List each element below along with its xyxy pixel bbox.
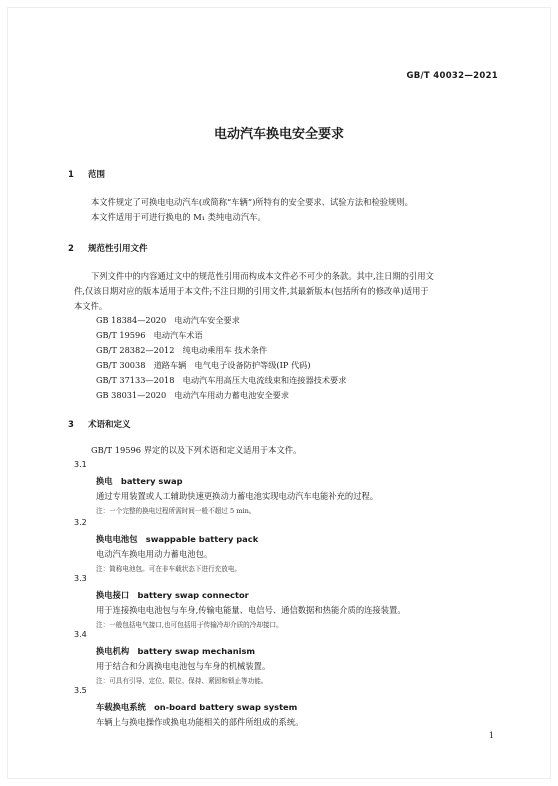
- term-note: 注：简称电池包。可在非车载状态下进行充放电。: [96, 565, 242, 573]
- term-note: 注：一个完整的换电过程所需时间一般不超过 5 min。: [96, 507, 256, 515]
- section-title: 规范性引用文件: [88, 244, 148, 254]
- reference-item: GB/T 19596 电动汽车术语: [96, 330, 203, 340]
- document-title: 电动汽车换电安全要求: [213, 127, 344, 142]
- term-definition: 车辆上与换电操作或换电功能相关的部件所组成的系统。: [96, 717, 304, 727]
- term-number: 3.1: [74, 460, 87, 469]
- normative-intro-line-1: 下列文件中的内容通过文中的规范性引用而构成本文件必不可少的条款。其中,注日期的引用文: [91, 271, 434, 281]
- term-heading: 换电电池包 swappable battery pack: [96, 534, 259, 544]
- section-title: 范围: [88, 170, 106, 180]
- term-number: 3.2: [74, 518, 87, 527]
- reference-item: GB 18384—2020 电动汽车安全要求: [96, 315, 240, 325]
- term-definition: 用于结合和分离换电电池包与车身的机械装置。: [96, 661, 271, 671]
- scope-paragraph-1: 本文件规定了可换电电动汽车(或简称“车辆”)所特有的安全要求、试验方法和检验规则。: [91, 197, 413, 207]
- term-heading: 换电接口 battery swap connector: [96, 590, 249, 600]
- standard-number: GB/T 40032—2021: [406, 71, 498, 81]
- section-number: 1: [68, 170, 74, 180]
- term-definition: 电动汽车换电用动力蓄电池包。: [96, 549, 213, 559]
- reference-item: GB/T 30038 道路车辆 电气电子设备防护等级(IP 代码): [96, 360, 311, 370]
- section-title: 术语和定义: [88, 420, 131, 430]
- reference-item: GB 38031—2020 电动汽车用动力蓄电池安全要求: [96, 390, 290, 400]
- term-note: 注：可具有引导、定位、限位、保持、紧固和锁止等功能。: [96, 677, 268, 685]
- section-2-heading: [68, 242, 148, 254]
- normative-intro-line-2: 件,仅该日期对应的版本适用于本文件;不注日期的引用文件,其最新版本(包括所有的修改单)适用于: [74, 286, 429, 296]
- normative-intro-line-3: 本文件。: [74, 301, 108, 311]
- page-number: 1: [488, 731, 494, 740]
- section-1-heading: [68, 168, 105, 180]
- term-definition: 通过专用装置或人工辅助快速更换动力蓄电池实现电动汽车电能补充的过程。: [96, 491, 379, 501]
- term-number: 3.4: [74, 630, 87, 639]
- term-heading: 车载换电系统 on-board battery swap system: [96, 702, 298, 712]
- term-number: 3.5: [74, 686, 87, 695]
- section-number: 2: [68, 244, 74, 254]
- term-heading: 换电机构 battery swap mechanism: [96, 646, 256, 656]
- term-definition: 用于连接换电电池包与车身,传输电能量、电信号、通信数据和热能介质的连接装置。: [96, 605, 406, 615]
- reference-item: GB/T 28382—2012 纯电动乘用车 技术条件: [96, 345, 268, 355]
- section-3-heading: [68, 418, 131, 430]
- term-heading: 换电 battery swap: [96, 476, 183, 486]
- document-page: [8, 8, 550, 778]
- terms-intro: GB/T 19596 界定的以及下列术语和定义适用于本文件。: [91, 445, 302, 455]
- term-number: 3.3: [74, 574, 87, 583]
- section-number: 3: [68, 420, 74, 430]
- reference-item: GB/T 37133—2018 电动汽车用高压大电流线束和连接器技术要求: [96, 375, 347, 385]
- scope-paragraph-2: 本文件适用于可进行换电的 M₁ 类纯电动汽车。: [91, 212, 266, 222]
- term-note: 注：一般包括电气接口,也可包括用于传输冷却介质的冷却接口。: [96, 621, 283, 629]
